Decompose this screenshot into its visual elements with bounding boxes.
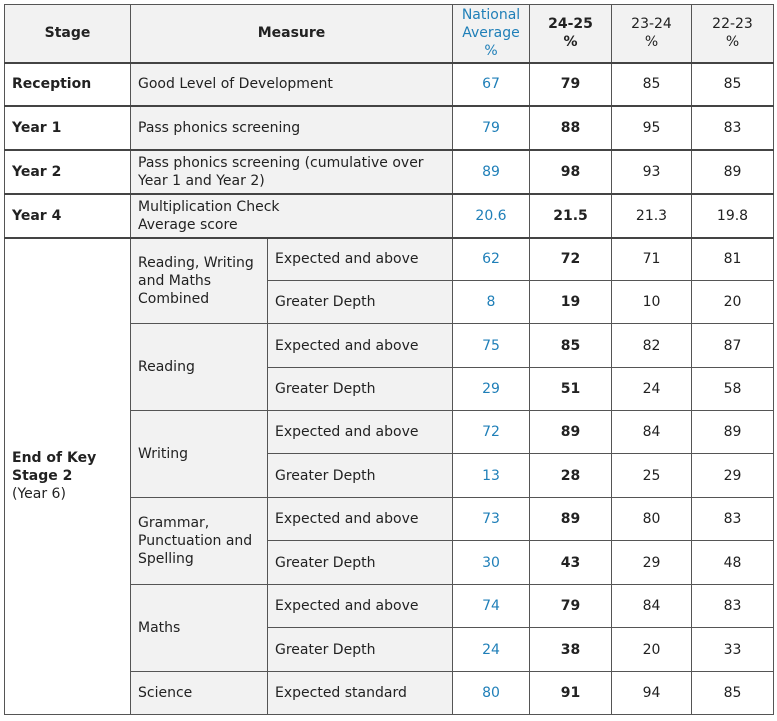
value-2324: 85 [612, 63, 692, 106]
stage-cell: Year 2 [5, 150, 131, 194]
table-row [5, 194, 774, 238]
value-2324: 82 [612, 324, 692, 368]
national-value: 73 [453, 498, 530, 541]
level-cell: Greater Depth [268, 628, 453, 672]
stage-cell: Year 4 [5, 194, 131, 238]
level-cell: Expected and above [268, 238, 453, 281]
header-line: 22-23 [712, 16, 753, 33]
measure-line: Multiplication Check [138, 198, 280, 215]
header-line: 23-24 [631, 16, 672, 33]
value-2223: 29 [692, 454, 774, 498]
table-row [5, 63, 774, 106]
value-2324: 95 [612, 106, 692, 150]
measure-cell [131, 194, 453, 238]
national-value: 89 [453, 150, 530, 194]
value-2425: 72 [530, 238, 612, 281]
measure-line: Average score [138, 216, 238, 233]
value-2223: 58 [692, 368, 774, 411]
value-2223: 89 [692, 150, 774, 194]
national-value: 79 [453, 106, 530, 150]
value-2223: 85 [692, 672, 774, 715]
value-2425: 89 [530, 498, 612, 541]
value-2425: 85 [530, 324, 612, 368]
national-average-header [453, 5, 530, 63]
header-line: 24-25 [548, 16, 593, 33]
national-value: 75 [453, 324, 530, 368]
stage-cell: Year 1 [5, 106, 131, 150]
value-2324: 10 [612, 281, 692, 324]
measure-cell: Pass phonics screening [131, 106, 453, 150]
year-2425-header [530, 5, 612, 63]
value-2324: 24 [612, 368, 692, 411]
level-cell: Expected and above [268, 324, 453, 368]
subject-line: Reading, Writing [138, 254, 254, 271]
level-cell: Greater Depth [268, 368, 453, 411]
level-cell: Expected and above [268, 585, 453, 628]
value-2324: 94 [612, 672, 692, 715]
header-line: % [644, 34, 659, 51]
measure-line: Pass phonics screening (cumulative over [138, 154, 424, 171]
value-2223: 20 [692, 281, 774, 324]
value-2223: 89 [692, 411, 774, 454]
header-line: % [484, 43, 498, 60]
value-2425: 21.5 [530, 194, 612, 238]
header-line: National [461, 7, 521, 24]
national-value: 72 [453, 411, 530, 454]
year-2223-header [692, 5, 774, 63]
header-row [5, 5, 774, 63]
table-row [5, 106, 774, 150]
level-cell: Expected standard [268, 672, 453, 715]
value-2425: 43 [530, 541, 612, 585]
national-value: 29 [453, 368, 530, 411]
measure-line: Year 1 and Year 2) [138, 172, 265, 189]
national-value: 74 [453, 585, 530, 628]
ks2-stage-cell [5, 238, 131, 715]
national-value: 20.6 [453, 194, 530, 238]
value-2425: 91 [530, 672, 612, 715]
level-cell: Expected and above [268, 411, 453, 454]
value-2324: 93 [612, 150, 692, 194]
value-2425: 79 [530, 63, 612, 106]
national-value: 13 [453, 454, 530, 498]
measure-cell [131, 150, 453, 194]
table-row [5, 150, 774, 194]
value-2324: 20 [612, 628, 692, 672]
subject-cell [131, 238, 268, 324]
value-2223: 83 [692, 106, 774, 150]
value-2425: 51 [530, 368, 612, 411]
subject-cell: Reading [131, 324, 268, 411]
stage-subtitle: (Year 6) [12, 486, 66, 503]
value-2223: 87 [692, 324, 774, 368]
results-table [4, 4, 774, 715]
national-value: 30 [453, 541, 530, 585]
level-cell: Greater Depth [268, 281, 453, 324]
measure-header: Measure [131, 5, 453, 63]
value-2223: 81 [692, 238, 774, 281]
value-2223: 85 [692, 63, 774, 106]
subject-line: and Maths [138, 272, 212, 289]
stage-line: Stage 2 [12, 468, 73, 485]
table-row [5, 238, 774, 281]
measure-cell: Good Level of Development [131, 63, 453, 106]
level-cell: Greater Depth [268, 541, 453, 585]
value-2425: 79 [530, 585, 612, 628]
stage-cell: Reception [5, 63, 131, 106]
national-value: 24 [453, 628, 530, 672]
value-2425: 88 [530, 106, 612, 150]
value-2324: 25 [612, 454, 692, 498]
subject-line: Spelling [138, 551, 194, 567]
subject-line: Punctuation and [138, 533, 253, 549]
value-2223: 83 [692, 498, 774, 541]
subject-cell: Maths [131, 585, 268, 672]
subject-line: Combined [138, 290, 210, 307]
value-2324: 29 [612, 541, 692, 585]
header-line: % [725, 34, 740, 51]
subject-cell: Writing [131, 411, 268, 498]
stage-line: End of Key [12, 450, 97, 467]
value-2425: 19 [530, 281, 612, 324]
national-value: 62 [453, 238, 530, 281]
level-cell: Greater Depth [268, 454, 453, 498]
value-2223: 33 [692, 628, 774, 672]
value-2425: 38 [530, 628, 612, 672]
value-2223: 83 [692, 585, 774, 628]
value-2324: 80 [612, 498, 692, 541]
header-line: Average [462, 25, 520, 42]
year-2324-header [612, 5, 692, 63]
subject-line: Grammar, [138, 515, 210, 531]
value-2425: 28 [530, 454, 612, 498]
value-2324: 84 [612, 411, 692, 454]
value-2324: 84 [612, 585, 692, 628]
value-2324: 71 [612, 238, 692, 281]
national-value: 80 [453, 672, 530, 715]
subject-cell [131, 498, 268, 585]
subject-cell: Science [131, 672, 268, 715]
value-2223: 48 [692, 541, 774, 585]
value-2425: 98 [530, 150, 612, 194]
value-2324: 21.3 [612, 194, 692, 238]
value-2223: 19.8 [692, 194, 774, 238]
level-cell: Expected and above [268, 498, 453, 541]
header-line: % [563, 34, 578, 51]
stage-header: Stage [5, 5, 131, 63]
value-2425: 89 [530, 411, 612, 454]
national-value: 8 [453, 281, 530, 324]
national-value: 67 [453, 63, 530, 106]
